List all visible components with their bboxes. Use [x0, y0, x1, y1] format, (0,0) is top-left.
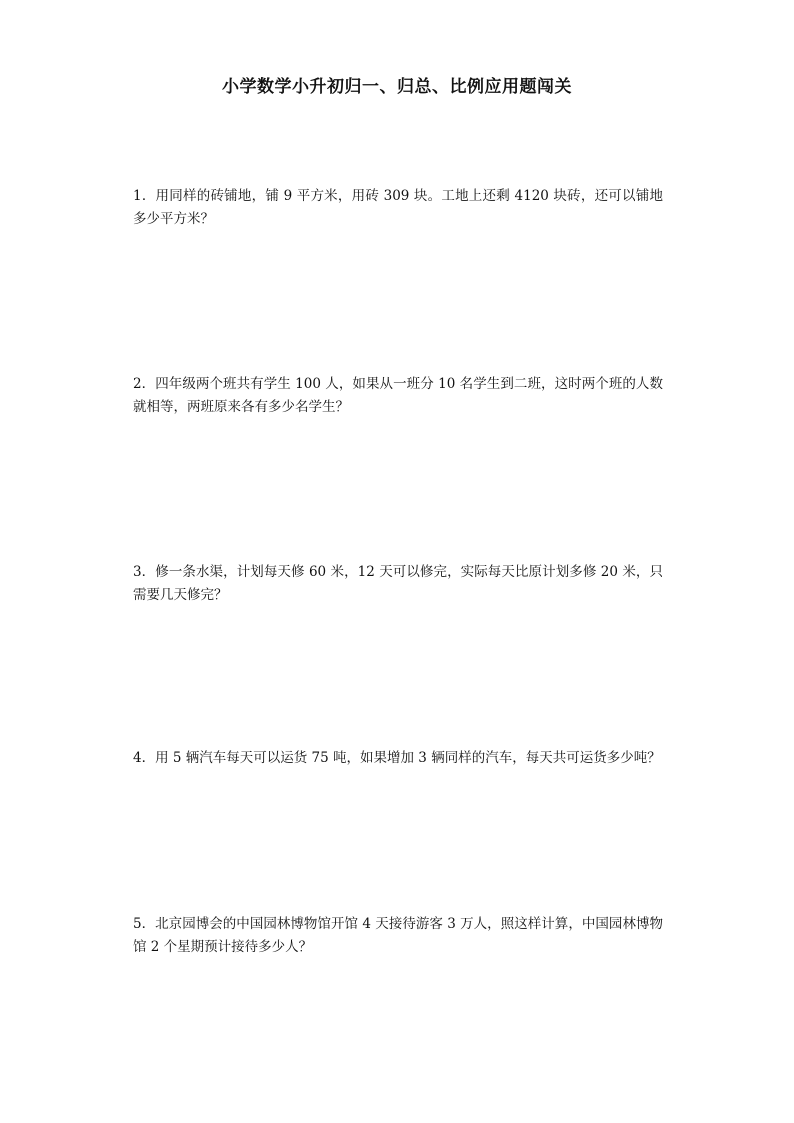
problem-2: 2．四年级两个班共有学生 100 人，如果从一班分 10 名学生到二班，这时两个班的人数就相等，两班原来各有多少名学生？: [133, 376, 663, 415]
problem-5: 5．北京园博会的中国园林博物馆开馆 4 天接待游客 3 万人，照这样计算，中国园林博物馆 2 个星期预计接待多少人？: [133, 916, 663, 955]
problem-1: 1．用同样的砖铺地，铺 9 平方米，用砖 309 块。工地上还剩 4120 块砖，还可以铺地多少平方米？: [133, 188, 663, 227]
page-title: 小学数学小升初归一、归总、比例应用题闯关: [222, 77, 572, 97]
problem-3: 3．修一条水渠，计划每天修 60 米，12 天可以修完，实际每天比原计划多修 20 米，只需要几天修完？: [133, 564, 663, 603]
problem-4: 4．用 5 辆汽车每天可以运货 75 吨，如果增加 3 辆同样的汽车，每天共可运货多少吨？: [133, 750, 661, 766]
